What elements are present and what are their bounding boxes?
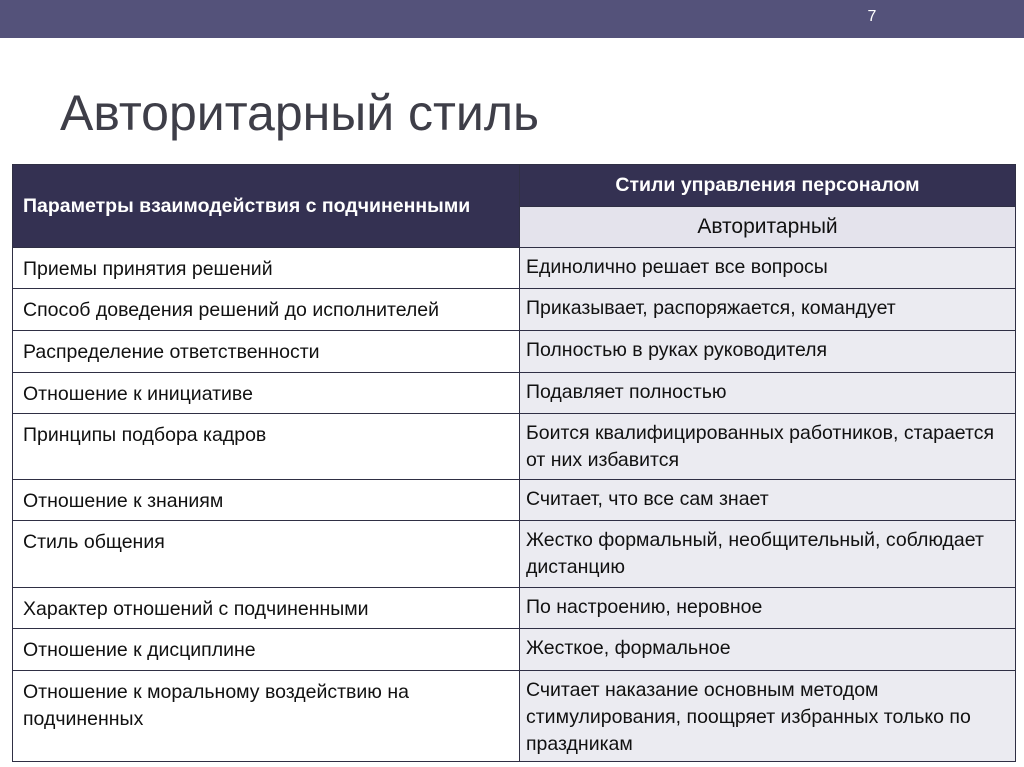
top-bar [0,0,1024,38]
table-row [13,414,1016,480]
row-parameter: Приемы принятия решений [13,248,520,289]
row-parameter: Стиль общения [13,521,520,588]
row-value: Приказывает, распоряжается, командует [520,289,1016,331]
table-row [13,289,1016,331]
row-value: Жесткое, формальное [520,629,1016,671]
header-management-styles: Стили управления персоналом [520,165,1016,207]
row-value: Считает наказание основным методом стимулирования, поощряет избранных только по праздникам [520,671,1016,762]
table-row [13,671,1016,762]
row-value: По настроению, неровное [520,588,1016,629]
comparison-table [12,164,1016,762]
row-value: Считает, что все сам знает [520,480,1016,521]
table-row [13,373,1016,414]
row-parameter: Отношение к дисциплине [13,629,520,671]
row-parameter: Принципы подбора кадров [13,414,520,480]
table-row [13,331,1016,373]
header-style-authoritarian: Авторитарный [520,207,1016,248]
row-parameter: Отношение к моральному воздействию на подчиненных [13,671,520,762]
table-row [13,248,1016,289]
table-row [13,588,1016,629]
header-parameters: Параметры взаимодействия с подчиненными [13,165,520,248]
row-parameter: Отношение к инициативе [13,373,520,414]
row-value: Боится квалифицированных работников, старается от них избавится [520,414,1016,480]
row-value: Подавляет полностью [520,373,1016,414]
row-parameter: Распределение ответственности [13,331,520,373]
table-row [13,480,1016,521]
table-row [13,629,1016,671]
row-parameter: Способ доведения решений до исполнителей [13,289,520,331]
row-parameter: Отношение к знаниям [13,480,520,521]
row-value: Жестко формальный, необщительный, соблюдает дистанцию [520,521,1016,588]
row-value: Полностью в руках руководителя [520,331,1016,373]
slide-number: 7 [867,8,877,25]
row-value: Единолично решает все вопросы [520,248,1016,289]
row-parameter: Характер отношений с подчиненными [13,588,520,629]
slide-title: Авторитарный стиль [60,85,540,141]
table-row [13,521,1016,588]
